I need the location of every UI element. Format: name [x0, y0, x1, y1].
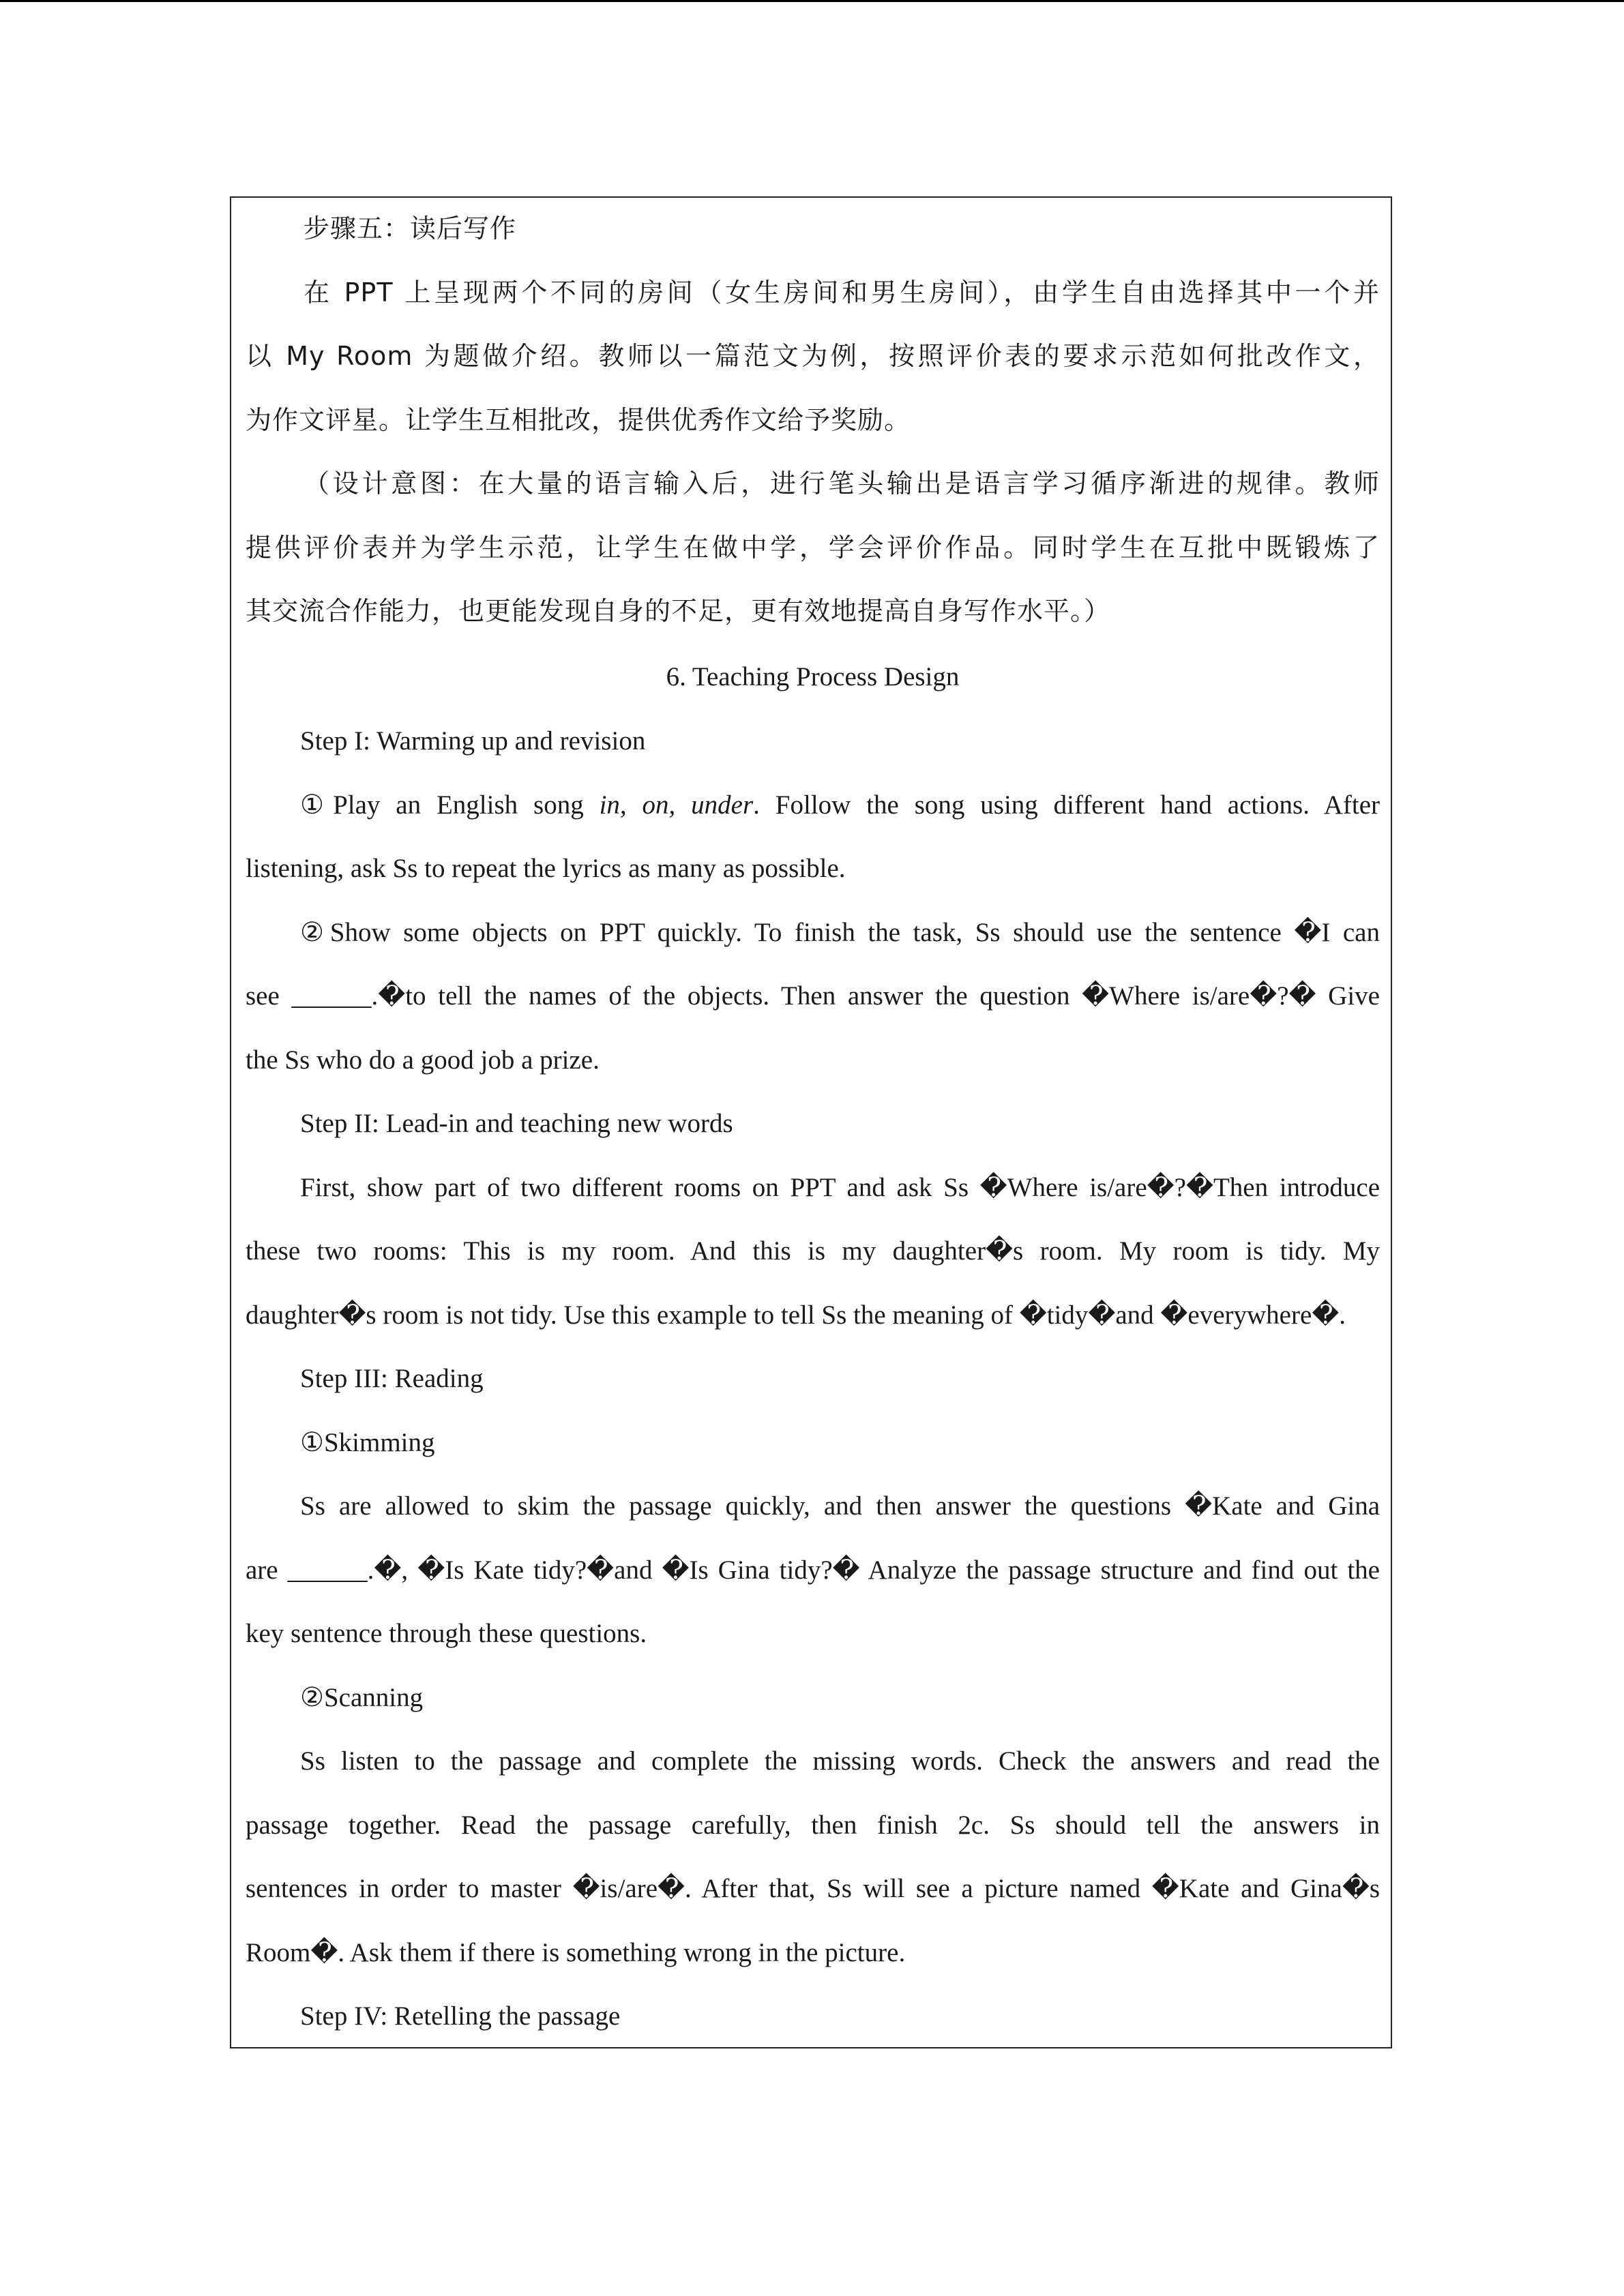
- step1-title: Step I: Warming up and revision: [300, 726, 646, 756]
- skimming-title: ①Skimming: [300, 1428, 435, 1457]
- design-intent-line-1: （设计意图：在大量的语言输入后，进行笔头输出是语言学习循序渐进的规律。教师: [304, 468, 1380, 498]
- step1-item2-line-3: the Ss who do a good job a prize.: [246, 1045, 600, 1075]
- step1-item2-line-2: see ______.�to tell the names of the objects. Then answer the question �Where is/are�?� Give: [246, 981, 1380, 1011]
- step1-item1-line-2: listening, ask Ss to repeat the lyrics as many as possible.: [246, 854, 846, 883]
- design-intent-line-2: 提供评价表并为学生示范，让学生在做中学，学会评价作品。同时学生在互批中既锻炼了: [246, 533, 1380, 563]
- step3-title: Step III: Reading: [300, 1364, 484, 1393]
- step2-para-line-3: daughter�s room is not tidy. Use this example to tell Ss the meaning of �tidy�and �everywhere�.: [246, 1300, 1346, 1330]
- section5-para-line-3: 为作文评星。让学生互相批改，提供优秀作文给予奖励。: [246, 405, 911, 435]
- section5-title: 步骤五：读后写作: [304, 213, 517, 243]
- scanning-para-line-2: passage together. Read the passage carefully, then finish 2c. Ss should tell the answers in: [246, 1810, 1380, 1840]
- section-heading: 6. Teaching Process Design: [666, 662, 960, 691]
- song-title: in, on, under: [599, 790, 754, 820]
- step2-para-line-2: these two rooms: This is my room. And this is my daughter�s room. My room is tidy. My: [246, 1236, 1380, 1266]
- scanning-para-line-3: sentences in order to master �is/are�. After that, Ss will see a picture named �Kate and Gina�s: [246, 1874, 1380, 1903]
- step2-para-line-1: First, show part of two different rooms on PPT and ask Ss �Where is/are�?�Then introduce: [300, 1173, 1380, 1202]
- design-intent-line-3: 其交流合作能力，也更能发现自身的不足，更有效地提高自身写作水平。）: [246, 596, 1111, 626]
- step1-item2-line-1: ②Show some objects on PPT quickly. To finish the task, Ss should use the sentence �I can: [300, 918, 1380, 947]
- step4-title: Step IV: Retelling the passage: [300, 2001, 621, 2031]
- step1-item1-text-a: ①Play an English song: [300, 790, 600, 820]
- scanning-para-line-1: Ss listen to the passage and complete the missing words. Check the answers and read the: [300, 1746, 1380, 1776]
- step1-item1-text-b: . Follow the song using different hand actions. After: [753, 790, 1380, 820]
- section5-para-line-1: 在 PPT 上呈现两个不同的房间（女生房间和男生房间），由学生自由选择其中一个并: [304, 278, 1380, 308]
- section5-para-line-2: 以 My Room 为题做介绍。教师以一篇范文为例，按照评价表的要求示范如何批改作文，: [246, 341, 1380, 371]
- skimming-para-line-2: are ______.�, �Is Kate tidy?�and �Is Gina tidy?� Analyze the passage structure and find out the: [246, 1555, 1380, 1585]
- skimming-para-line-3: key sentence through these questions.: [246, 1619, 647, 1648]
- top-border-line: [0, 0, 1624, 2]
- skimming-para-line-1: Ss are allowed to skim the passage quickly, and then answer the questions �Kate and Gina: [300, 1491, 1380, 1521]
- scanning-para-line-4: Room�. Ask them if there is something wrong in the picture.: [246, 1938, 906, 1967]
- step1-item1-line-1: [246, 788, 1380, 822]
- scanning-title: ②Scanning: [300, 1683, 424, 1712]
- step2-title: Step II: Lead-in and teaching new words: [300, 1109, 733, 1138]
